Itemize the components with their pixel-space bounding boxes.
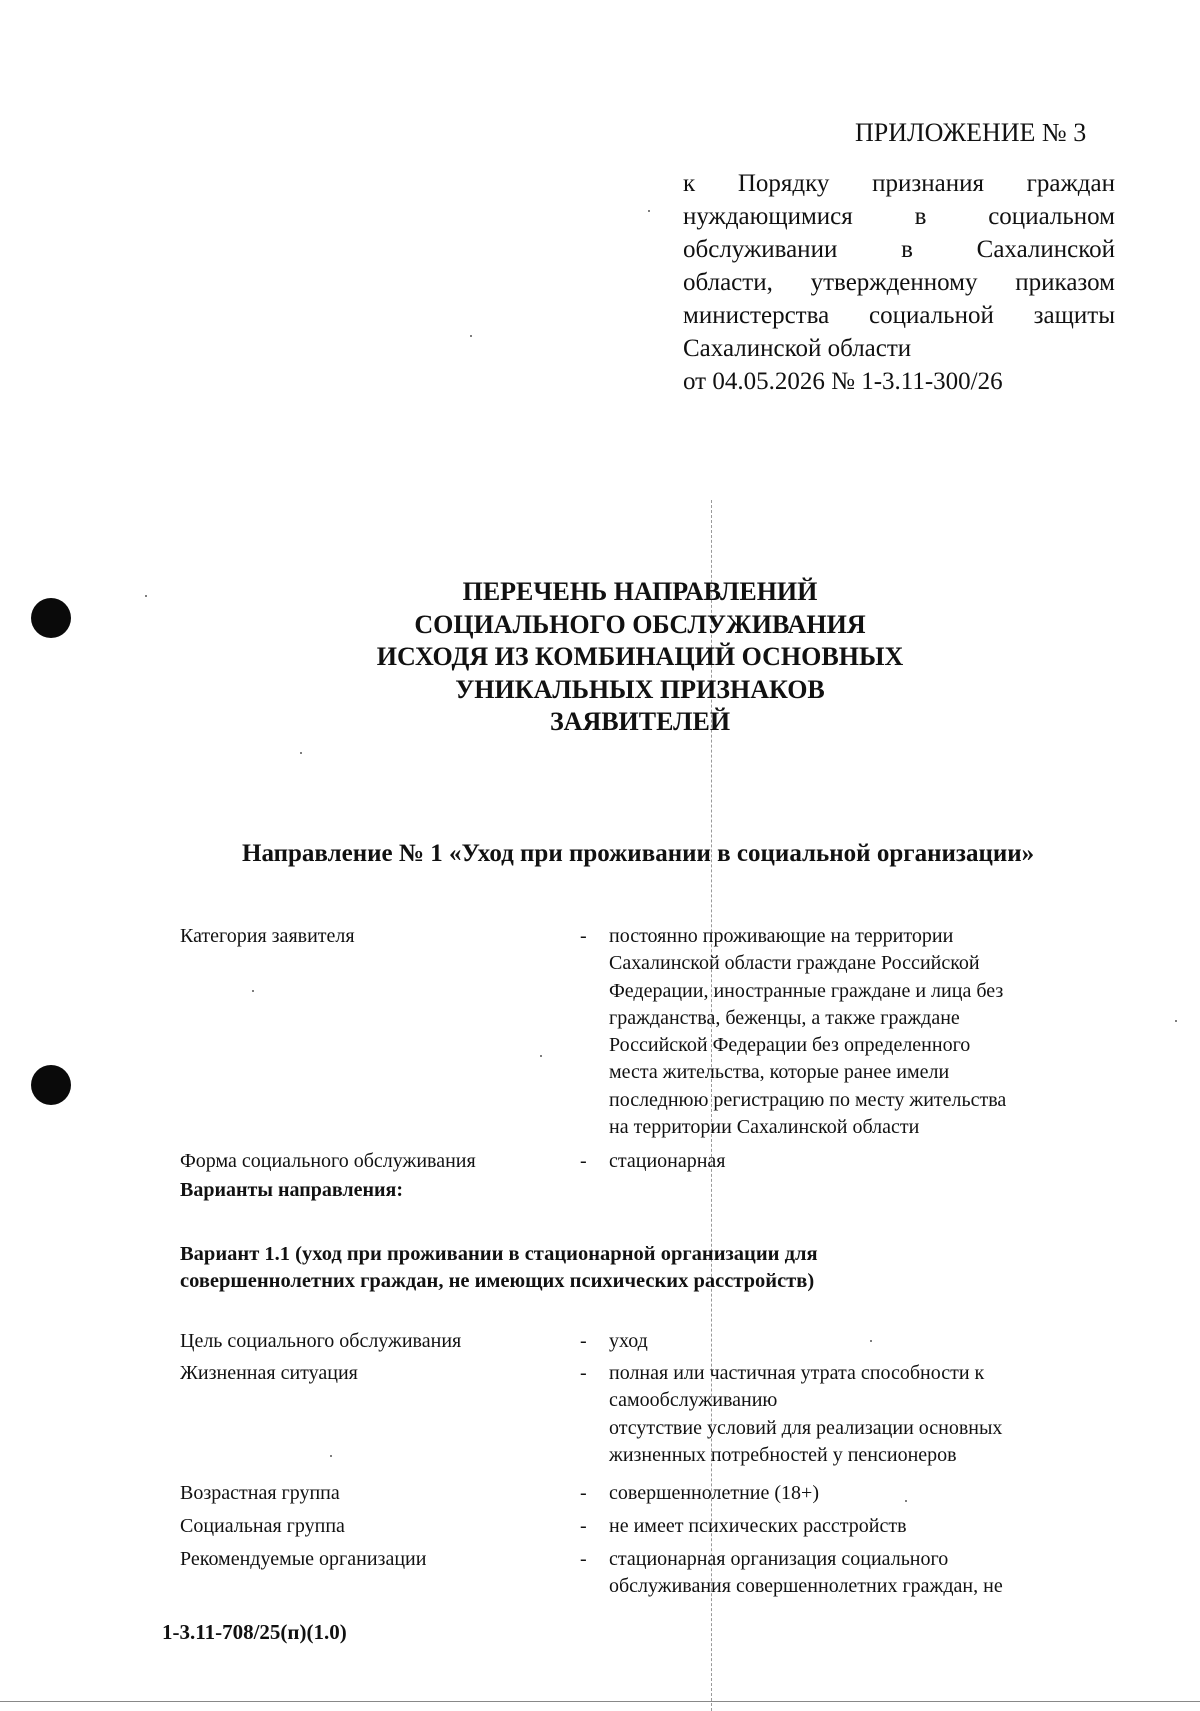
scan-speck	[145, 595, 147, 597]
age-group-value	[609, 1480, 1109, 1507]
variant-title	[180, 1241, 818, 1295]
appendix-ref-line: Сахалинской области	[683, 335, 912, 362]
scan-speck	[470, 335, 472, 337]
scan-speck	[330, 1455, 332, 1457]
title-line: УНИКАЛЬНЫХ ПРИЗНАКОВ	[455, 674, 825, 704]
punch-hole-top	[31, 598, 71, 638]
direction-heading: Направление № 1 «Уход при проживании в социальной организации»	[242, 840, 1035, 867]
title-line: ПЕРЕЧЕНЬ НАПРАВЛЕНИЙ	[462, 577, 818, 606]
appendix-reference	[683, 167, 1115, 398]
life-situation-label: Жизненная ситуация	[180, 1362, 358, 1384]
variants-heading: Варианты направления:	[180, 1179, 404, 1201]
applicant-category-label: Категория заявителя	[180, 925, 355, 947]
age-group-label: Возрастная группа	[180, 1482, 340, 1504]
value-line: обслуживания совершеннолетних граждан, не	[609, 1575, 1003, 1598]
title-line: ЗАЯВИТЕЛЕЙ	[549, 707, 731, 736]
service-goal-value	[609, 1328, 1109, 1355]
recommended-orgs-label: Рекомендуемые организации	[180, 1548, 427, 1570]
scan-bottom-edge	[0, 1701, 1200, 1702]
row-dash: -	[580, 1515, 587, 1537]
document-code: 1-3.11-708/25(п)(1.0)	[162, 1620, 347, 1644]
value-line: уход	[609, 1330, 648, 1352]
row-dash: -	[580, 1330, 587, 1352]
value-line: постоянно проживающие на территории	[609, 925, 954, 947]
value-line: места жительства, которые ранее имели	[609, 1061, 950, 1084]
social-group-value	[609, 1513, 1109, 1540]
appendix-title: ПРИЛОЖЕНИЕ № 3	[855, 118, 1087, 147]
scan-speck	[540, 1055, 542, 1057]
row-dash: -	[580, 925, 587, 947]
applicant-category-value	[609, 923, 1109, 1141]
value-line: самообслуживанию	[609, 1389, 778, 1412]
scan-speck	[1175, 1020, 1177, 1022]
social-group-label: Социальная группа	[180, 1515, 345, 1537]
value-line: отсутствие условий для реализации основных	[609, 1416, 1003, 1439]
value-line: на территории Сахалинской области	[609, 1116, 920, 1139]
value-line: Федерации, иностранные граждане и лица без	[609, 979, 1004, 1002]
scan-speck	[648, 210, 650, 212]
value-line: полная или частичная утрата способности к	[609, 1362, 985, 1384]
value-line: Российской Федерации без определенного	[609, 1034, 971, 1057]
row-dash: -	[580, 1482, 587, 1504]
appendix-ref-line: нуждающимися в социальном	[683, 203, 1115, 230]
appendix-ref-line: обслуживании в Сахалинской	[683, 236, 1115, 263]
appendix-ref-line: области, утвержденному приказом	[683, 269, 1115, 296]
value-line: жизненных потребностей у пенсионеров	[609, 1443, 957, 1466]
value-line: не имеет психических расстройств	[609, 1515, 907, 1537]
document-title	[300, 576, 980, 739]
recommended-orgs-value	[609, 1546, 1109, 1601]
service-form-label: Форма социального обслуживания	[180, 1150, 476, 1172]
value-line: стационарная организация социального	[609, 1548, 949, 1570]
appendix-ref-line: к Порядку признания граждан	[683, 170, 1115, 197]
service-goal-label: Цель социального обслуживания	[180, 1330, 462, 1352]
variant-title-line: совершеннолетних граждан, не имеющих психических расстройств)	[180, 1270, 815, 1292]
service-form-value: стационарная	[609, 1150, 726, 1172]
appendix-ref-date: от 04.05.2026 № 1-3.11-300/26	[683, 368, 1003, 395]
row-dash: -	[580, 1548, 587, 1570]
life-situation-value	[609, 1360, 1109, 1469]
title-line: ИСХОДЯ ИЗ КОМБИНАЦИЙ ОСНОВНЫХ	[376, 642, 904, 671]
row-dash: -	[580, 1362, 587, 1384]
punch-hole-bottom	[31, 1065, 71, 1105]
scan-speck	[300, 752, 302, 754]
variant-title-line: Вариант 1.1 (уход при проживании в стационарной организации для	[180, 1243, 818, 1265]
value-line: последнюю регистрацию по месту жительства	[609, 1088, 1007, 1111]
title-line: СОЦИАЛЬНОГО ОБСЛУЖИВАНИЯ	[414, 609, 866, 639]
appendix-ref-line: министерства социальной защиты	[683, 302, 1115, 329]
value-line: гражданства, беженцы, а также граждане	[609, 1006, 960, 1029]
row-dash: -	[580, 1150, 587, 1172]
value-line: совершеннолетние (18+)	[609, 1482, 819, 1504]
value-line: Сахалинской области граждане Российской	[609, 952, 980, 975]
scan-speck	[252, 990, 254, 992]
